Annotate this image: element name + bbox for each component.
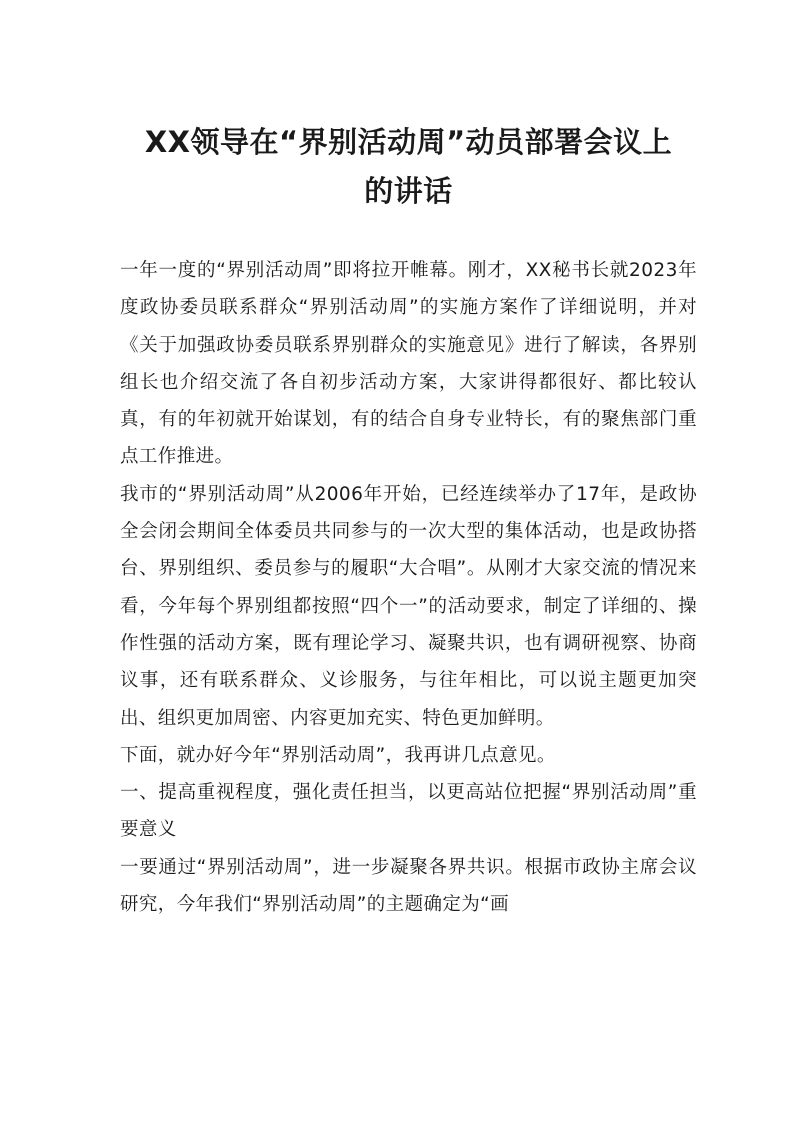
title-line-2: 的讲话 (364, 174, 453, 208)
section-heading-1: 一、提高重视程度，强化责任担当，以更高站位把握“界别活动周”重要意义 (120, 782, 697, 841)
paragraph-transition: 下面，就办好今年“界别活动周”，我再讲几点意见。 (120, 744, 556, 766)
document-title (120, 118, 697, 216)
document-body (120, 252, 697, 923)
paragraph-intro: 一年一度的“界别活动周”即将拉开帷幕。刚才，XX秘书长就2023年度政协委员联系群众“界别活动周”的实施方案作了详细说明，并对《关于加强政协委员联系界别群众的实施意见》进行了解读，各界别组长也介绍交流了各自初步活动方案，大家讲得都很好、都比较认真，有的年初就开始谋划，有的结合自身专业特长，有的聚焦部门重点工作推进。 (120, 260, 697, 468)
paragraph-history: 我市的“界别活动周”从2006年开始，已经连续举办了17年，是政协全会闭会期间全体委员共同参与的一次大型的集体活动，也是政协搭台、界别组织、委员参与的履职“大合唱”。从刚才大家交流的情况来看，今年每个界别组都按照“四个一”的活动要求，制定了详细的、操作性强的活动方案，既有理论学习、凝聚共识，也有调研视察、协商议事，还有联系群众、义诊服务，与往年相比，可以说主题更加突出、组织更加周密、内容更加充实、特色更加鲜明。 (120, 483, 697, 729)
paragraph-point-1: 一要通过“界别活动周”，进一步凝聚各界共识。根据市政协主席会议研究，今年我们“界别活动周”的主题确定为“画 (120, 856, 697, 916)
title-line-1: XX领导在“界别活动周”动员部署会议上 (144, 125, 673, 159)
